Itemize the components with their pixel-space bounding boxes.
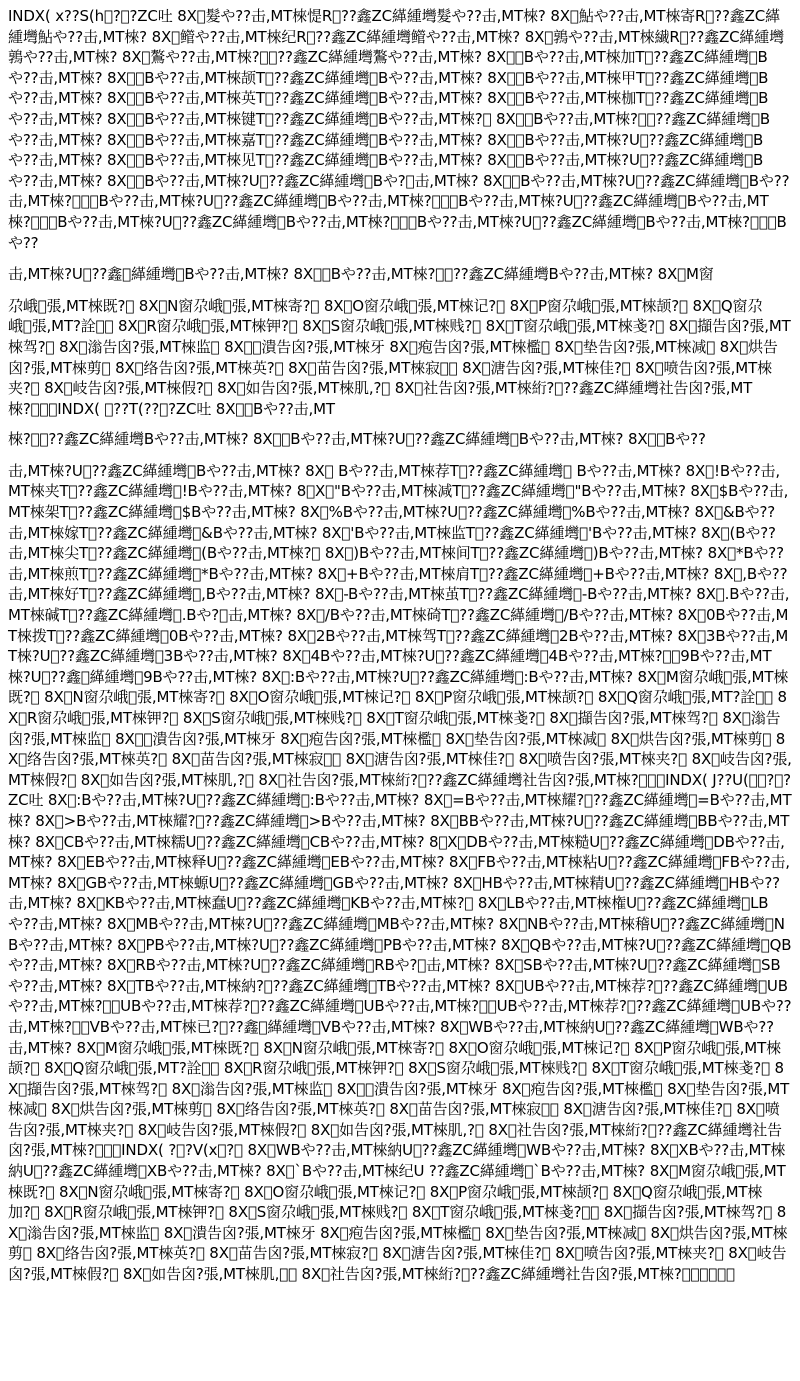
- text-block-5: 击,MT棶?U ??鑫ZC緙緟壪 Bや??击,MT棶? 8X  Bや??击,MT棶荐T ??鑫ZC緙緟壪  Bや??击,MT棶? 8X !Bや??击,MT棶夹T ??鑫ZC緙緟壪 !Bや??击,MT棶? 8 X "Bや??击,MT棶减T ??鑫ZC緙緟壪 "Bや??击,MT棶? 8X $Bや??击,MT棶架T ??鑫ZC緙緟壪 $Bや??击,MT棶? 8X %Bや??击,MT棶?U ??鑫ZC緙緟壪 %Bや??击,MT棶? 8X &Bや??击,MT棶嫁T ??鑫ZC緙緟壪 &Bや??击,MT棶? 8X 'Bや??击,MT棶监T ??鑫ZC緙緟壪 'Bや??击,MT棶? 8X (Bや??击,MT棶尖T ??鑫ZC緙緟壪 (Bや??击,MT棶?  8X )Bや??击,MT棶间T ??鑫ZC緙緟壪 )Bや??击,MT棶? 8X *Bや??击,MT棶煎T ??鑫ZC緙緟壪 *Bや??击,MT棶? 8X +Bや??击,MT棶肩T ??鑫ZC緙緟壪 +Bや??击,MT棶? 8X ,Bや??击,MT棶好T ??鑫ZC緙緟壪 ,Bや??击,MT棶? 8X -Bや??击,MT棶茧T ??鑫ZC緙緟壪 -Bや??击,MT棶? 8X .Bや??击,MT棶碱T ??鑫ZC緙緟壪 .Bや? 击,MT棶? 8X /Bや??击,MT棶碕T ??鑫ZC緙緟壪 /Bや??击,MT棶? 8X 0Bや??击,MT棶拨T ??鑫ZC緙緟壪 0Bや??击,MT棶? 8X 2Bや??击,MT棶驾T ??鑫ZC緙緟壪 2Bや??击,MT棶? 8X 3Bや??击,MT棶?U ??鑫ZC緙緟壪 3Bや??击,MT棶? 8X 4Bや??击,MT棶?U ??鑫ZC緙緟壪 4Bや??击,MT棶?  9Bや??击,MT棶?U ??鑫 緙緟壪 9Bや??击,MT棶? 8X :Bや??击,MT棶?U ??鑫ZC緙緟壪 :Bや??击,MT棶? 8X M窗尕峨 張,MT棶既?  8X N窗尕峨 張,MT棶寄?  8X O窗尕峨 張,MT棶记?  8X P窗尕峨 張,MT棶颉?  8X Q窗尕峨 張,MT?詮   8X R窗尕峨 張,MT棶钾?  8X S窗尕峨 張,MT棶贱?  8X T窗尕峨 張,MT棶戔?  8X 擷告囟?張,MT棶驾?  8X 滃告囟?張,MT棶监  8X  潰告囟?張,MT棶牙 8X 疱告囟?張,MT棶檻  8X 垫告囟?張,MT棶减  8X 烘告囟?張,MT棶剪  8X 络告囟?張,MT棶英?  8X 苗告囟?張,MT棶寂   8X 溏告囟?張,MT棶佳?  8X 喷告囟?張,MT棶夹?  8X 岐告囟?張,MT棶假?  8X 如告囟?張,MT棶肌,?  8X 社告囟?張,MT棶絎? ??鑫ZC緙緟壪社告囟?張,MT棶?   INDX( J??U(  ? ?ZC吐 8X :Bや??击,MT棶?U ??鑫ZC緙緟壪 :Bや??击,MT棶? 8X =Bや??击,MT棶耀? ??鑫ZC緙緟壪 =Bや??击,MT棶? 8X >Bや??击,MT棶耀? ??鑫ZC緙緟壪 >Bや??击,MT棶? 8X BBや??击,MT棶?U ??鑫ZC緙緟壪 BBや??击,MT棶? 8X CBや??击,MT棶糯U ??鑫ZC緙緟壪 CBや??击,MT棶? 8 X DBや??击,MT棶糙U ??鑫ZC緙緟壪 DBや??击,MT棶? 8X EBや??击,MT棶释U ??鑫ZC緙緟壪 EBや??击,MT棶? 8X FBや??击,MT棶粘U ??鑫ZC緙緟壪 FBや??击,MT棶? 8X GBや??击,MT棶螈U ??鑫ZC緙緟壪 GBや??击,MT棶? 8X HBや??击,MT棶精U ??鑫ZC緙緟壪 HBや??击,MT棶? 8X KBや??击,MT棶蠢U ??鑫ZC緙緟壪 KBや??击,MT棶?  8X LBや??击,MT棶権U ??鑫ZC緙緟壪 LBや??击,MT棶? 8X MBや??击,MT棶?U ??鑫ZC緙緟壪 MBや??击,MT棶? 8X NBや??击,MT棶稽U ??鑫ZC緙緟壪 NBや??击,MT棶? 8X PBや??击,MT棶?U ??鑫ZC緙緟壪 PBや??击,MT棶? 8X QBや??击,MT棶?U ??鑫ZC緙緟壪 QBや??击,MT棶? 8X RBや??击,MT棶?U ??鑫ZC緙緟壪 RBや? 击,MT棶? 8X SBや??击,MT棶?U ??鑫ZC緙緟壪 SBや??击,MT棶? 8X TBや??击,MT棶納? ??鑫ZC緙緟壪 TBや??击,MT棶? 8X UBや??击,MT棶荐? ??鑫ZC緙緟壪 UBや??击,MT棶?  UBや??击,MT棶荐? ??鑫ZC緙緟壪 UBや??击,MT棶?  UBや??击,MT棶荐? ??鑫ZC緙緟壪 UBや??击,MT棶?  VBや??击,MT棶已? ??鑫 緙緟壪 VBや??击,MT棶? 8X WBや??击,MT棶納U ??鑫ZC緙緟壪 WBや??击,MT棶? 8X M窗尕峨 張,MT棶既?  8X N窗尕峨 張,MT棶寄?  8X O窗尕峨 張,MT棶记?  8X P窗尕峨 張,MT棶颉?  8X Q窗尕峨 張,MT?詮   8X R窗尕峨 張,MT棶钾?  8X S窗尕峨 張,MT棶贱?  8X T窗尕峨 張,MT棶戔?  8X 擷告囟?張,MT棶驾?  8X 滃告囟?張,MT棶监  8X  潰告囟?張,MT棶牙 8X 疱告囟?張,MT棶檻  8X 垫告囟?張,MT棶减  8X 烘告囟?張,MT棶剪  8X 络告囟?張,MT棶英?  8X 苗告囟?張,MT棶寂   8X 溏告囟?張,MT棶佳?  8X 喷告囟?張,MT棶夹?  8X 岐告囟?張,MT棶假?  8X 如告囟?張,MT棶肌,?  8X 社告囟?張,MT棶絎? ??鑫ZC緙緟壪社告囟?張,MT棶?   INDX( ? ?V(x ?  8X WBや??击,MT棶納U ??鑫ZC緙緟壪 WBや??击,MT棶? 8X XBや??击,MT棶納U ??鑫ZC緙緟壪 XBや??击,MT棶? 8X `Bや??击,MT棶纪U ??鑫ZC緙緟壪 `Bや??击,MT棶? 8X M窗尕峨 張,MT棶既?  8X N窗尕峨 張,MT棶寄?  8X O窗尕峨 張,MT棶记?  8X P窗尕峨 張,MT棶颉?  8X Q窗尕峨 張,MT棶加?  8X R窗尕峨 張,MT棶钾?  8X S窗尕峨 張,MT棶贱?  8X T窗尕峨 張,MT棶戔?   8X 擷告囟?張,MT棶驾?  8X 滃告囟?張,MT棶监  8X 潰告囟?張,MT棶牙 8X 疱告囟?張,MT棶檻  8X 垫告囟?張,MT棶减  8X 烘告囟?張,MT棶剪  8X 络告囟?張,MT棶英?  8X 苗告囟?張,MT棶寂?  8X 溏告囟?張,MT棶佳?  8X 喷告囟?張,MT棶夹?  8X 岐告囟?張,MT棶假?  8X 如告囟?張,MT棶肌,   8X 社告囟?張,MT棶絎? ??鑫ZC緙緟壪社告囟?張,MT棶?      : [8, 461, 792, 1284]
- text-block-1: INDX( x??S(h ? ?ZC吐 8X 髮や??击,MT棶惿R ??鑫ZC緙緟壪髮や??击,MT棶? 8X 鮎や??击,MT棶寄R ??鑫ZC緙緟壪鮎や??击,MT棶? 8X 鳤や??击,MT棶纪R ??鑫ZC緙緟壪鳤や??击,MT棶? 8X 鶉や??击,MT棶繊R ??鑫ZC緙緟壪鶉や??击,MT棶? 8X 鷔や??击,MT棶?  ??鑫ZC緙緟壪鷔や??击,MT棶? 8X  Bや??击,MT棶加T ??鑫ZC緙緟壪 Bや??击,MT棶? 8X  Bや??击,MT棶颉T ??鑫ZC緙緟壪 Bや??击,MT棶? 8X  Bや??击,MT棶甲T ??鑫ZC緙緟壪 Bや??击,MT棶? 8X  Bや??击,MT棶英T ??鑫ZC緙緟壪 Bや??击,MT棶? 8X  Bや??击,MT棶枷T ??鑫ZC緙緟壪 Bや??击,MT棶? 8X  Bや??击,MT棶键T ??鑫ZC緙緟壪 Bや??击,MT棶?  8X  Bや??击,MT棶?  ??鑫ZC緙緟壪 Bや??击,MT棶? 8X  Bや??击,MT棶嘉T ??鑫ZC緙緟壪 Bや??击,MT棶? 8X  Bや??击,MT棶?U ??鑫ZC緙緟壪 Bや??击,MT棶? 8X  Bや??击,MT棶见T ??鑫ZC緙緟壪 Bや??击,MT棶? 8X  Bや??击,MT棶?U ??鑫ZC緙緟壪 Bや??击,MT棶? 8X  Bや??击,MT棶?U ??鑫ZC緙緟壪 Bや? 击,MT棶? 8X  Bや??击,MT棶?U ??鑫ZC緙緟壪 Bや??击,MT棶?   Bや??击,MT棶?U ??鑫ZC緙緟壪 Bや??击,MT棶?   Bや??击,MT棶?U ??鑫ZC緙緟壪 Bや??击,MT棶?   Bや??击,MT棶?U ??鑫ZC緙緟壪 Bや??击,MT棶?   Bや??击,MT棶?U ??鑫ZC緙緟壪 Bや??击,MT棶?   Bや??: [8, 7, 790, 252]
- text-block-2: 击,MT棶?U ??鑫 緙緟壪 Bや??击,MT棶? 8X  Bや??击,MT棶?  ??鑫ZC緙緟壪Bや??击,MT棶? 8X M窗: [8, 265, 714, 284]
- text-block-3: 尕峨 張,MT棶既?  8X N窗尕峨 張,MT棶寄?  8X O窗尕峨 張,MT棶记?  8X P窗尕峨 張,MT棶颉?  8X Q窗尕峨 張,MT?詮   8X R窗尕峨 張,MT棶钾?  8X S窗尕峨 張,MT棶贱?  8X T窗尕峨 張,MT棶戔?  8X 擷告囟?張,MT棶驾?  8X 滃告囟?張,MT棶监  8X  潰告囟?張,MT棶牙 8X 疱告囟?張,MT棶檻  8X 垫告囟?張,MT棶减  8X 烘告囟?張,MT棶剪  8X 络告囟?張,MT棶英?  8X 苗告囟?張,MT棶寂   8X 溏告囟?張,MT棶佳?  8X 喷告囟?張,MT棶夹?  8X 岐告囟?張,MT棶假?  8X 如告囟?張,MT棶肌,?  8X 社告囟?張,MT棶絎? ??鑫ZC緙緟壪社告囟?張,MT棶?   INDX(  ??T(?? ?ZC吐 8X  Bや??击,MT: [8, 296, 791, 418]
- text-block-4: 棶?  ??鑫ZC緙緟壪Bや??击,MT棶? 8X  Bや??击,MT棶?U ??鑫ZC緙緟壪 Bや??击,MT棶? 8X  Bや??: [8, 430, 706, 449]
